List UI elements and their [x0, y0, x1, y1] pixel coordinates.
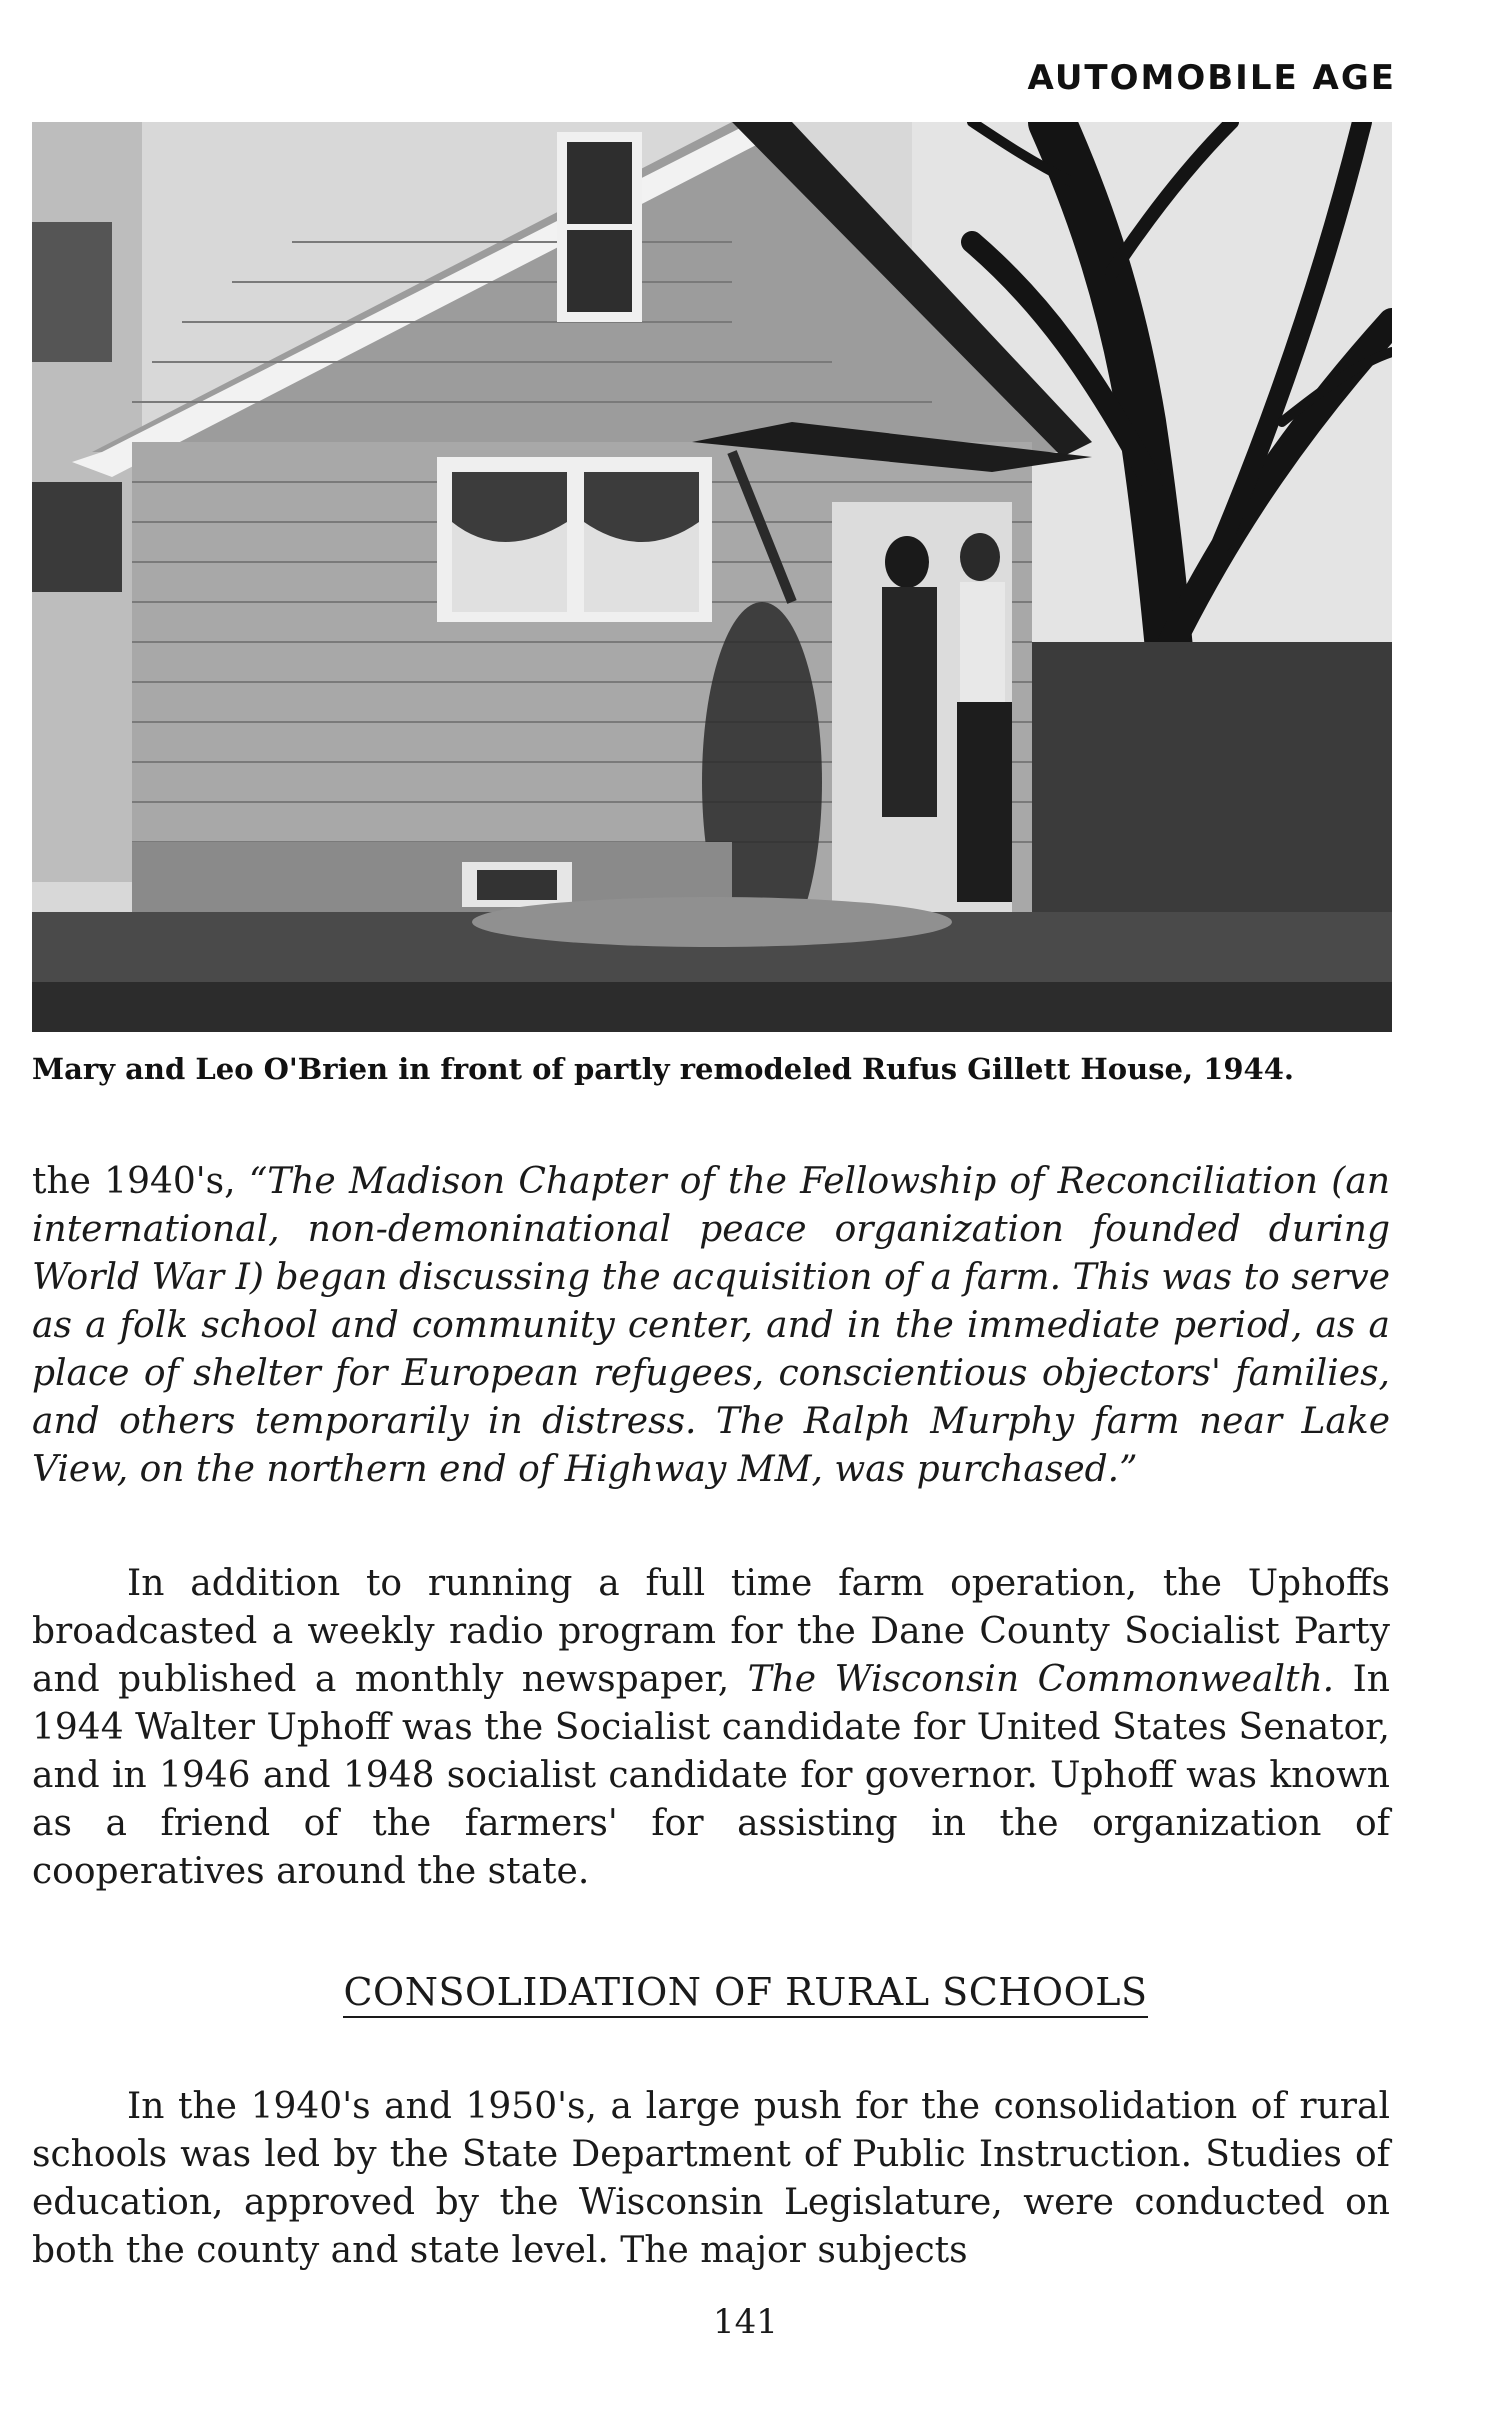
house-photo: [32, 122, 1392, 1032]
section-heading-text: CONSOLIDATION OF RURAL SCHOOLS: [343, 1970, 1147, 2018]
section-heading: [0, 1970, 1491, 2014]
uphoff-paragraph: [32, 1560, 1390, 1896]
photo-caption: Mary and Leo O'Brien in front of partly remodeled Rufus Gillett House, 1944.: [32, 1052, 1294, 1086]
consolidation-paragraph: In the 1940's and 1950's, a large push for the consolidation of rural schools was led by the State Department of Public Instruction. Studies of education, approved by the Wisconsin Legislature, were conducted on both the county and state level. The major subjects: [32, 2086, 1390, 2271]
quote-lead-text: the 1940's,: [32, 1161, 249, 1202]
uphoff-text-start: In addition to running a full time farm operation, the Uphoffs broadcasted a weekly radio program for the Dane County Socialist Party and published a monthly newspaper,: [32, 1563, 1390, 1700]
quoted-passage: “The Madison Chapter of the Fellowship of Reconciliation (an international, non-demoninational peace organization founded during World War I) began discussing the acquisition of a farm. This was to serve as a folk school and community center, and in the immediate period, as a place of shelter for European refugees, conscientious objectors' families, and others temporarily in distress. The Ralph Murphy farm near Lake View, on the northern end of Highway MM, was purchased.”: [32, 1161, 1390, 1490]
uphoff-text-end: In 1944 Walter Uphoff was the Socialist candidate for United States Senator, and in 1946 and 1948 socialist candidate for governor. Uphoff was known as a friend of the farmers' for assisting in the organization of cooperatives around the state.: [32, 1659, 1390, 1892]
newspaper-title: The Wisconsin Commonwealth.: [747, 1659, 1335, 1700]
quote-paragraph: [32, 1158, 1390, 1494]
running-header: AUTOMOBILE AGE: [1027, 58, 1396, 98]
page-number: 141: [713, 2302, 778, 2342]
